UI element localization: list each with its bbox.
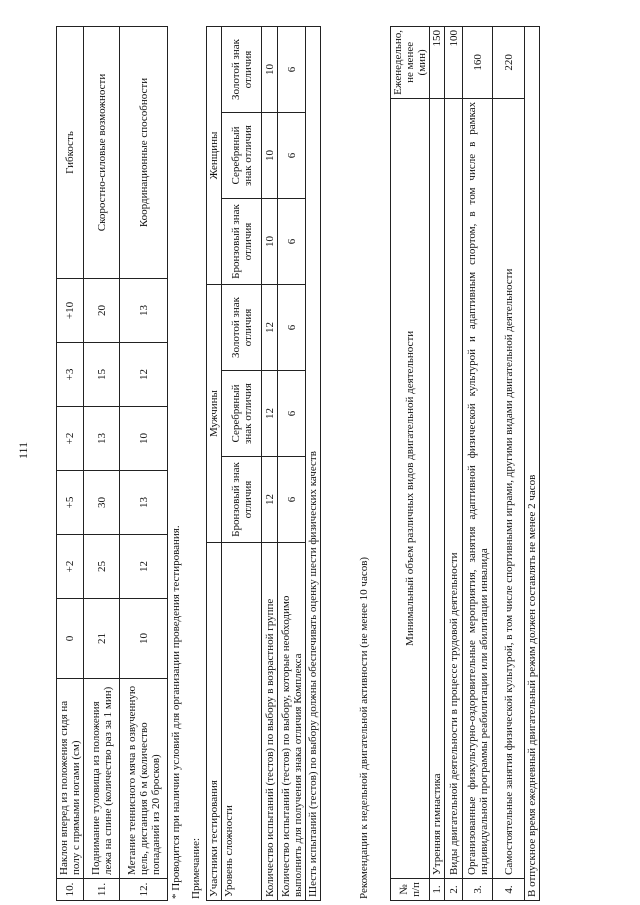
table-cell: +2 [57, 535, 84, 599]
gold-header: Золотой знак отличия [222, 27, 262, 113]
weekly-value: 150 [430, 27, 445, 99]
quality-cell: Гибкость [57, 27, 84, 279]
table-row [445, 27, 463, 901]
table-cell: 6 [278, 285, 306, 371]
row-label: Количество испытаний (тестов) по выбору в возрастной группе [262, 543, 278, 901]
requirements-table [206, 26, 321, 901]
row-number: 3. [463, 879, 493, 901]
table-row [222, 27, 262, 901]
silver-header: Серебряный знак отличия [222, 113, 262, 199]
activity-text: Самостоятельные занятия физической культурой, в том числе спортивными играми, другими видами двигательной деятельности [493, 98, 525, 878]
table-cell: 13 [120, 471, 168, 535]
page-number: 111 [16, 441, 30, 459]
bronze-header: Бронзовый знак отличия [222, 199, 262, 285]
test-name: Поднимание туловища из положения лежа на спине (количество раз за 1 мин) [84, 679, 120, 879]
table-cell: 12 [262, 371, 278, 457]
table-cell: 10 [120, 407, 168, 471]
quality-cell: Координационные способности [120, 27, 168, 279]
table-row [391, 27, 430, 901]
table-cell: 13 [120, 279, 168, 343]
table-row [84, 27, 120, 901]
table-row [525, 27, 540, 901]
weekly-value: 220 [493, 27, 525, 99]
table-cell: 13 [84, 407, 120, 471]
table-cell: +5 [57, 471, 84, 535]
row-number: 10. [57, 879, 84, 901]
activity-text: Организованные физкультурно-оздоровительные мероприятия, занятия адаптивной физической культурой и адаптивным спортом, в том числе в рамках индивидуальной программы реабилитации или абилитации инвалида [463, 98, 493, 878]
table-cell: +2 [57, 407, 84, 471]
table-row [57, 27, 84, 901]
note-label: Примечание: [190, 837, 202, 899]
table-cell: +3 [57, 343, 84, 407]
level-label: Уровень сложности [222, 543, 262, 901]
test-name: Наклон вперед из положения сидя на полу с прямыми ногами (см) [57, 679, 84, 879]
activity-text: Утренняя гимнастика [430, 98, 445, 878]
row-label: Шесть испытаний (тестов) по выбору должны обеспечивать оценку шести физических качеств [306, 27, 321, 901]
recommendation-text: Рекомендации к недельной двигательной активности (не менее 10 часов) [358, 556, 370, 899]
table-cell: 12 [120, 535, 168, 599]
table-cell: 25 [84, 535, 120, 599]
table-cell: 6 [278, 199, 306, 285]
table-row [493, 27, 525, 901]
vacation-note: В отпускное время ежедневный двигательный режим должен составлять не менее 2 часов [525, 27, 540, 901]
table-cell: 10 [262, 27, 278, 113]
table-row [120, 27, 168, 901]
test-name: Метание теннисного мяча в озвученную цель, дистанция 6 м (количество попаданий из 20 бросков) [120, 679, 168, 879]
bronze-header: Бронзовый знак отличия [222, 457, 262, 543]
women-header: Женщины [207, 27, 222, 285]
table-cell: 15 [84, 343, 120, 407]
table-cell: 12 [120, 343, 168, 407]
row-number: 1. [430, 879, 445, 901]
table-cell: 10 [120, 599, 168, 679]
table-cell: 6 [278, 371, 306, 457]
table-row [430, 27, 445, 901]
table-cell: 6 [278, 457, 306, 543]
row-number: 2. [445, 879, 463, 901]
tests-table [56, 26, 168, 901]
weekly-header: Еженедельно, не менее (мин) [391, 27, 430, 99]
table-cell: 10 [262, 199, 278, 285]
number-header: № п/п [391, 879, 430, 901]
activity-text: Виды двигательной деятельности в процессе трудовой деятельности [445, 98, 463, 878]
men-header: Мужчины [207, 285, 222, 543]
quality-cell: Скоростно-силовые возможности [84, 27, 120, 279]
weekly-value: 100 [445, 27, 463, 99]
table-cell: 6 [278, 27, 306, 113]
table-cell: 21 [84, 599, 120, 679]
row-number: 4. [493, 879, 525, 901]
table-row [463, 27, 493, 901]
table-row [306, 27, 321, 901]
table-row [262, 27, 278, 901]
silver-header: Серебряный знак отличия [222, 371, 262, 457]
table-cell: 0 [57, 599, 84, 679]
table-cell: 12 [262, 457, 278, 543]
description-header: Минимальный объем различных видов двигательной деятельности [391, 98, 430, 878]
table-row [278, 27, 306, 901]
table-cell: 20 [84, 279, 120, 343]
table-cell: 30 [84, 471, 120, 535]
participants-label: Участники тестирования [207, 543, 222, 901]
table-cell: +10 [57, 279, 84, 343]
footnote: * Проводится при наличии условий для организации проведения тестирования. [170, 525, 182, 899]
row-label: Количество испытаний (тестов) по выбору, которые необходимо выполнить для получения знака отличия Комплекса [278, 543, 306, 901]
table-cell: 6 [278, 113, 306, 199]
table-cell: 10 [262, 113, 278, 199]
table-row [207, 27, 222, 901]
row-number: 12. [120, 879, 168, 901]
activity-table [390, 26, 540, 901]
weekly-value: 160 [463, 27, 493, 99]
row-number: 11. [84, 879, 120, 901]
gold-header: Золотой знак отличия [222, 285, 262, 371]
table-cell: 12 [262, 285, 278, 371]
